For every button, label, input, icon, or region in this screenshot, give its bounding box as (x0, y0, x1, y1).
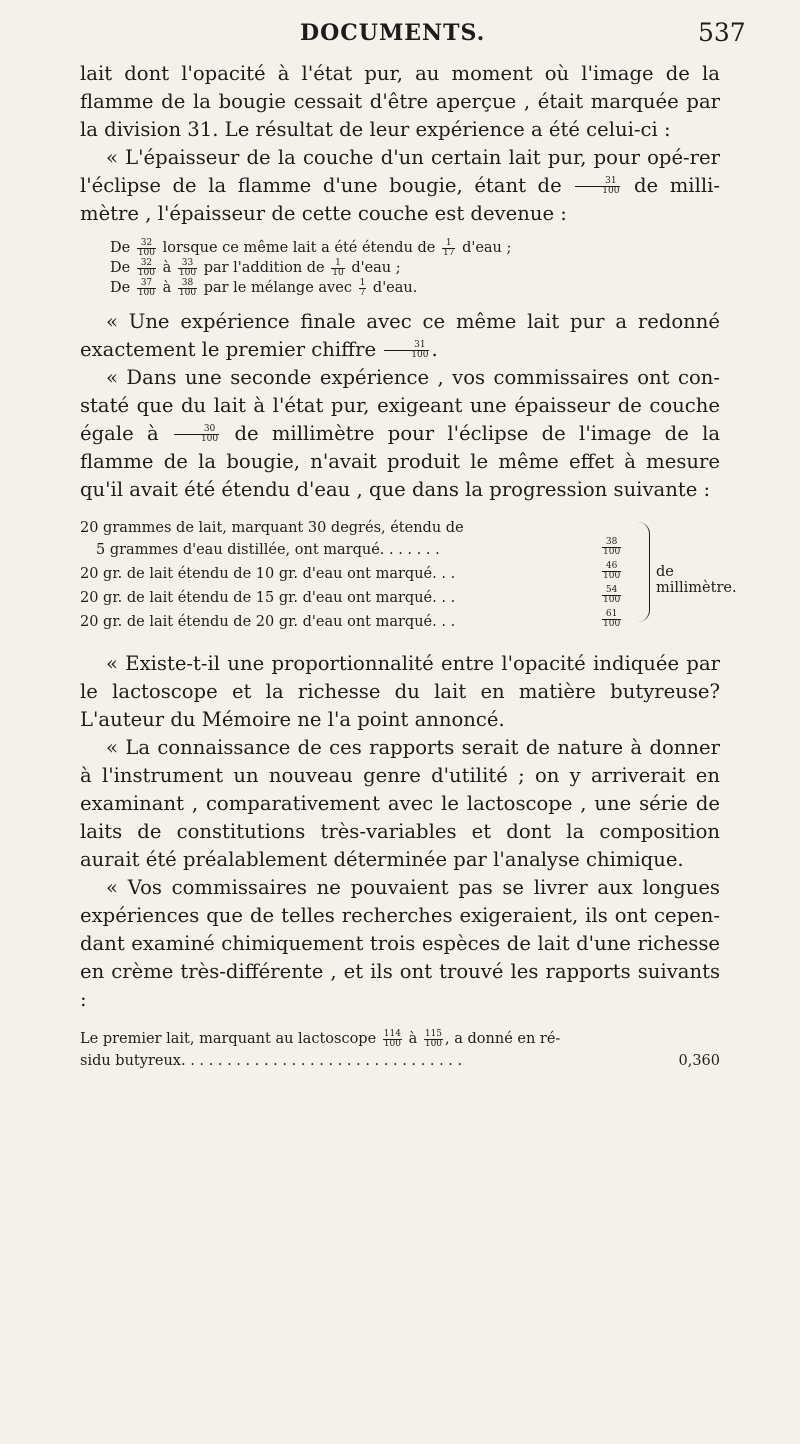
final-text-c: sidu butyreux. . . . . . . . . . . . . . . . . . . . . . . . . . . . . . . (80, 1053, 463, 1069)
fraction-num: 114 (383, 1028, 401, 1039)
fraction-num: 38 (602, 538, 621, 548)
fraction (137, 239, 156, 258)
fraction (383, 1030, 402, 1049)
fraction (575, 177, 620, 196)
fraction-den: 100 (137, 287, 156, 298)
fraction-num: 30 (174, 425, 219, 435)
line-to: à (162, 280, 172, 296)
line-post: d'eau. (372, 280, 418, 296)
line-to: à (162, 260, 172, 276)
paragraph-2-text-b: de milli-mètre , l'épaisseur de cette couche est devenue : (80, 174, 720, 225)
fraction (602, 586, 621, 605)
fraction-num: 32 (137, 239, 156, 249)
paragraph-2-text-a: « L'épaisseur de la couche d'un certain lait pur, pour opé-rer l'éclipse de la flamme d'une bougie, étant de (80, 146, 720, 197)
paragraph-7: « Vos commissaires ne pouvaient pas se livrer aux longues expériences que de telles recherches exigeraient, ils ont cepen-dant examiné chimiquement trois espèces de lait d'une richesse en crème très-différente , et ils ont trouvé les rapports suivants : (80, 876, 720, 1011)
fraction-num: 38 (178, 279, 197, 289)
final-entry (80, 1028, 720, 1072)
progression-label: 5 grammes d'eau distillée, ont marqué. . . . . . . (96, 542, 440, 558)
dilution-line (110, 278, 720, 298)
dilution-line (110, 238, 720, 258)
fraction-num: 31 (384, 341, 429, 351)
paragraph-6: « La connaissance de ces rapports serait de nature à donner à l'instrument un nouveau genre d'utilité ; on y arriverait en examinant , comparativement avec le lactoscope , une série de laits de constitutions très-variables et dont la composition aurait été préalablement déterminée par l'analyse chimique. (80, 736, 720, 871)
fraction-den: 100 (603, 547, 621, 557)
fraction-den: 100 (603, 595, 621, 605)
line-pre: De (110, 240, 131, 256)
line-mid: par le mélange avec (203, 280, 352, 296)
fraction-num: 37 (137, 279, 156, 289)
page-number: 537 (698, 18, 746, 47)
fraction-den: 100 (137, 247, 156, 258)
fraction (384, 341, 429, 360)
progression-label: 20 grammes de lait, marquant 30 degrés, étendu de (80, 520, 464, 536)
final-text-a: Le premier lait, marquant au lactoscope (80, 1031, 377, 1047)
fraction-num: 46 (602, 562, 621, 572)
fraction-num: 1 (442, 239, 455, 249)
fraction-num: 1 (331, 259, 344, 269)
line-pre: De (110, 280, 131, 296)
page-body (80, 60, 737, 1072)
dilution-list (110, 238, 720, 298)
fraction-den: 17 (443, 247, 455, 258)
fraction-num: 31 (575, 177, 620, 187)
fraction-den: 7 (359, 287, 366, 298)
fraction-num: 33 (178, 259, 197, 269)
fraction-den: 100 (178, 267, 197, 278)
dilution-line (110, 258, 720, 278)
final-line-2 (80, 1050, 720, 1072)
running-head: DOCUMENTS. (300, 20, 486, 46)
paragraph-4 (80, 364, 720, 504)
fraction (442, 239, 455, 258)
paragraph-3-text: « Une expérience finale avec ce même lait pur a redonné exactement le premier chiffre (80, 310, 720, 361)
line-pre: De (110, 260, 131, 276)
line-post: d'eau ; (351, 260, 401, 276)
paragraph-5: « Existe-t-il une proportionnalité entre l'opacité indiquée par le lactoscope et la richesse du lait en matière butyreuse? L'auteur du Mémoire ne l'a point annoncé. (80, 652, 720, 731)
fraction (424, 1030, 443, 1049)
fraction-den: 100 (383, 1038, 401, 1049)
fraction (137, 279, 156, 298)
progression-unit: de millimètre. (656, 564, 737, 596)
fraction (178, 279, 197, 298)
progression-label: 20 gr. de lait étendu de 10 gr. d'eau ont marqué. . . (80, 566, 456, 582)
fraction (359, 279, 367, 298)
fraction (602, 538, 621, 557)
fraction-den: 100 (602, 186, 620, 196)
final-line-1 (80, 1028, 720, 1050)
fraction-den: 100 (603, 571, 621, 581)
fraction-num: 61 (602, 610, 621, 620)
paragraph-2 (80, 144, 720, 228)
fraction (602, 562, 621, 581)
paragraph-1: lait dont l'opacité à l'état pur, au moment où l'image de la flamme de la bougie cessait d'être aperçue , était marquée par la division 31. Le résultat de leur expérience a été celui-ci : (80, 62, 720, 141)
fraction (137, 259, 156, 278)
fraction-num: 32 (137, 259, 156, 269)
final-text-b: , a donné en ré- (445, 1031, 561, 1047)
brace-right (635, 522, 650, 622)
progression-table (80, 518, 737, 638)
fraction-den: 100 (200, 434, 219, 444)
fraction (178, 259, 197, 278)
fraction-den: 100 (411, 350, 429, 360)
final-value: 0,360 (678, 1053, 720, 1069)
page-header (0, 14, 800, 54)
line-post: d'eau ; (462, 240, 512, 256)
fraction (331, 259, 344, 278)
fraction (174, 425, 219, 444)
fraction-den: 10 (332, 267, 344, 278)
fraction-num: 54 (602, 586, 621, 596)
fraction-num: 115 (424, 1028, 443, 1039)
fraction-num: 1 (359, 277, 366, 288)
fraction-den: 100 (424, 1038, 443, 1049)
progression-label: 20 gr. de lait étendu de 15 gr. d'eau ont marqué. . . (80, 590, 456, 606)
fraction (602, 610, 621, 629)
fraction-den: 100 (603, 619, 621, 629)
final-to: à (408, 1031, 418, 1047)
fraction-den: 100 (178, 287, 197, 298)
paragraph-4-text-b: de millimètre pour l'éclipse de l'image de la flamme de la bougie, n'avait produit le même effet à mesure qu'il avait été étendu d'eau , que dans la progression suivante : (80, 422, 721, 501)
line-mid: lorsque ce même lait a été étendu de (162, 240, 436, 256)
paragraph-3: « Une expérience finale avec ce même lait pur a redonné exactement le premier chiffre $\frac{31}{100}$ . (80, 310, 720, 361)
paragraph-4-text-a: « Dans une seconde expérience , vos commissaires ont con-staté que du lait à l'état pur, exigeant une épaisseur de couche égale à (80, 366, 720, 445)
line-mid: par l'addition de (203, 260, 325, 276)
progression-label: 20 gr. de lait étendu de 20 gr. d'eau ont marqué. . . (80, 614, 456, 630)
fraction-den: 100 (137, 267, 156, 278)
